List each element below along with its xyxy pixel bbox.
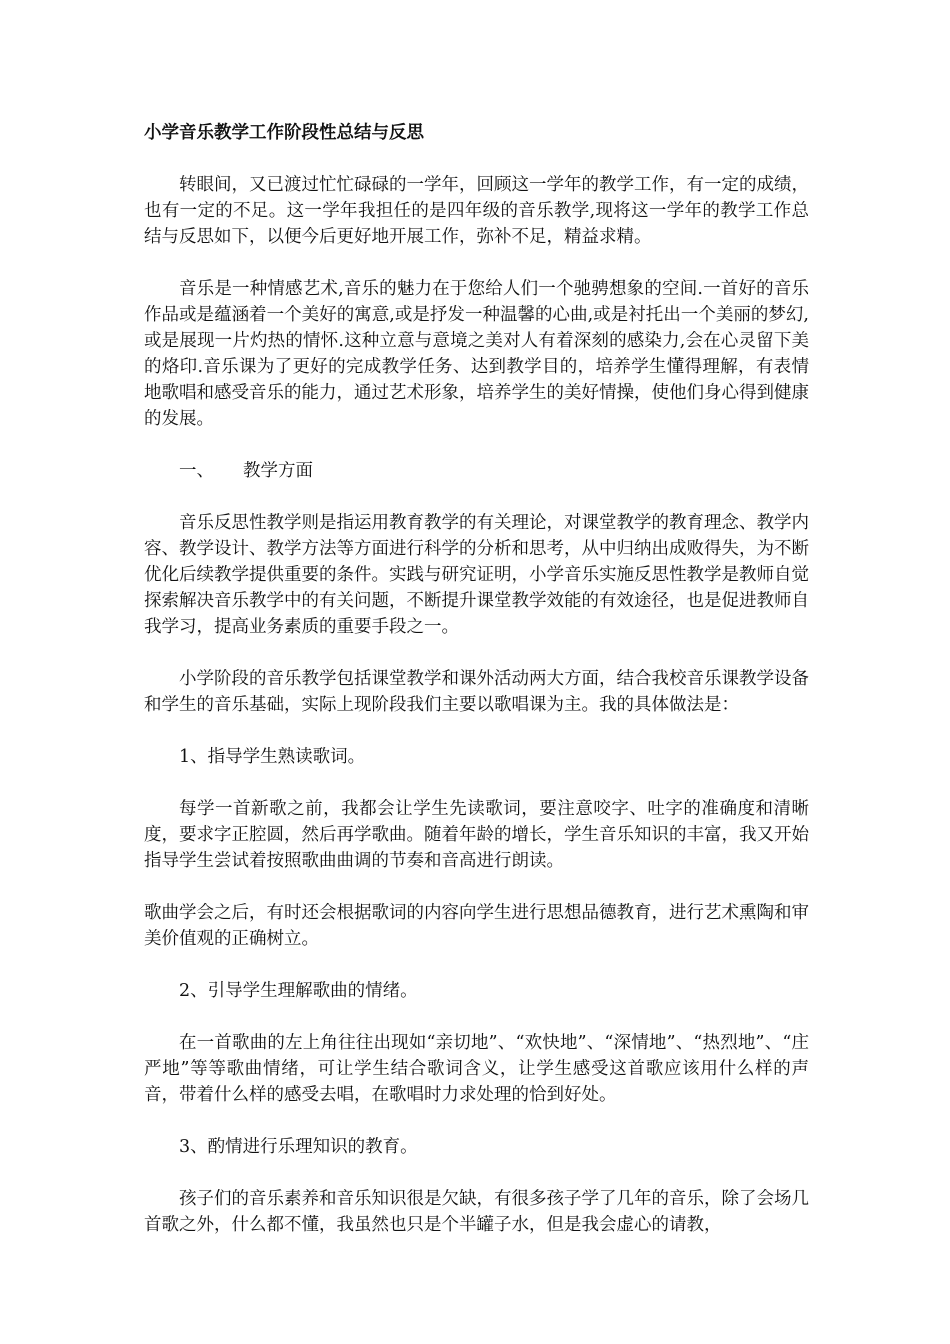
paragraph-moral-education: 歌曲学会之后，有时还会根据歌词的内容向学生进行思想品德教育，进行艺术熏陶和审美价值观的正确树立。 (144, 903, 809, 949)
paragraph-music-art: 音乐是一种情感艺术,音乐的魅力在于您给人们一个驰骋想象的空间.一首好的音乐作品或是蕴涵着一个美好的寓意,或是抒发一种温馨的心曲,或是衬托出一个美丽的梦幻,或是展现一片灼热的情怀.这种立意与意境之美对人有着深刻的感染力,会在心灵留下美的烙印.音乐课为了更好的完成教学任务、达到教学目的，培养学生懂得理解，有表情地歌唱和感受音乐的能力，通过艺术形象，培养学生的美好情操，使他们身心得到健康的发展。 (144, 279, 809, 429)
document-body (144, 120, 809, 1264)
paragraph-reflective-teaching: 音乐反思性教学则是指运用教育教学的有关理论，对课堂教学的教育理念、教学内容、教学设计、教学方法等方面进行科学的分析和思考，从中归纳出成败得失，为不断优化后续教学提供重要的条件。实践与研究证明，小学音乐实施反思性教学是教师自觉探索解决音乐教学中的有关问题，不断提升课堂教学效能的有效途径，也是促进教师自我学习，提高业务素质的重要手段之一。 (144, 513, 809, 637)
paragraph-lyrics-reading: 每学一首新歌之前，我都会让学生先读歌词，要注意咬字、吐字的准确度和清晰度，要求字正腔圆，然后再学歌曲。随着年龄的增长，学生音乐知识的丰富，我又开始指导学生尝试着按照歌曲曲调的节奏和音高进行朗读。 (144, 799, 809, 871)
list-item-2: 2、引导学生理解歌曲的情绪。 (179, 981, 418, 1001)
document-title: 小学音乐教学工作阶段性总结与反思 (144, 123, 424, 143)
paragraph-music-theory: 孩子们的音乐素养和音乐知识很是欠缺，有很多孩子学了几年的音乐，除了会场几首歌之外，什么都不懂，我虽然也只是个半罐子水，但是我会虚心的请教， (144, 1189, 809, 1235)
section-heading-teaching (144, 458, 809, 484)
paragraph-intro: 转眼间，又已渡过忙忙碌碌的一学年，回顾这一学年的教学工作，有一定的成绩，也有一定的不足。这一学年我担任的是四年级的音乐教学,现将这一学年的教学工作总结与反思如下，以便今后更好地开展工作，弥补不足，精益求精。 (144, 175, 809, 247)
section-title: 教学方面 (243, 461, 313, 481)
list-item-3: 3、酌情进行乐理知识的教育。 (179, 1137, 418, 1157)
section-number: 一、 (179, 461, 214, 481)
paragraph-song-emotion: 在一首歌曲的左上角往往出现如“亲切地”、“欢快地”、“深情地”、“热烈地”、“庄严地”等等歌曲情绪，可让学生结合歌词含义，让学生感受这首歌应该用什么样的声音，带着什么样的感受去唱，在歌唱时力求处理的恰到好处。 (144, 1033, 809, 1105)
paragraph-teaching-scope: 小学阶段的音乐教学包括课堂教学和课外活动两大方面，结合我校音乐课教学设备和学生的音乐基础，实际上现阶段我们主要以歌唱课为主。我的具体做法是： (144, 669, 809, 715)
list-item-1: 1、指导学生熟读歌词。 (179, 747, 366, 767)
